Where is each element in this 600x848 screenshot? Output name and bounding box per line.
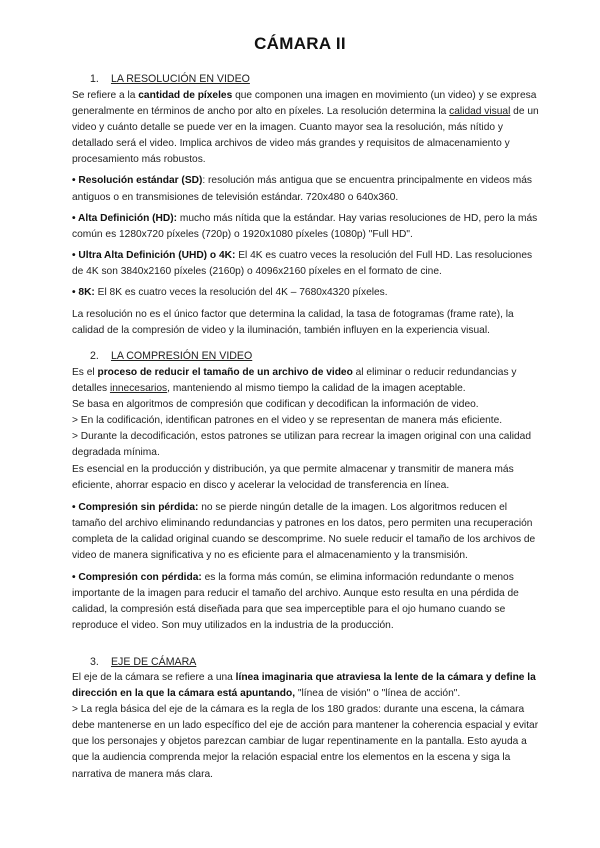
section-3-heading <box>90 656 196 668</box>
keyword: línea imaginaria que atraviesa la lente de la cámara y define la dirección en la que la cámara está apuntando, <box>72 672 536 700</box>
bullet-uhd: • Ultra Alta Definición (UHD) o 4K: El 4K es cuatro veces la resolución del Full HD. Las resoluciones de 4K son 3840x2160 píxeles (2160p) o 4096x2160 píxeles en el formato de cine. <box>72 249 533 277</box>
section-1-title: LA RESOLUCIÓN EN VIDEO <box>110 73 250 85</box>
section-3-intro: El eje de la cámara se refiere a una línea imaginaria que atraviesa la lente de la cámara y define la dirección en la que la cámara está apuntando, "línea de visión" o "línea de acción". <box>72 672 536 700</box>
keyword: cantidad de píxeles <box>138 90 233 101</box>
section-1-intro: Se refiere a la cantidad de píxeles que componen una imagen en movimiento (un video) y se expresa generalmente en términos de ancho por alto en píxeles. La resolución determina la calidad visual de un video y cuánto detalle se puede ver en la imagen. Cuanto mayor sea la resolución, más nítido y detallado será el video. Implica archivos de video más grandes y requisitos de almacenamiento y procesamiento más robustos. <box>72 90 539 166</box>
section-2-title: LA COMPRESIÓN EN VIDEO <box>110 350 253 362</box>
section-3-line: > La regla básica del eje de la cámara es la regla de los 180 grados: durante una escena, la cámara debe mantenerse en un lado específico del eje de acción para mantener la coherencia espacial y evitar que los personajes y objetos parezcan cambiar de lugar repentinamente en la pantalla. Esto ayuda a que la audiencia comprenda mejor la relación espacial entre los elementos en la escena y siga la narrativa de manera más clara. <box>72 704 539 780</box>
section-1-body <box>72 88 542 339</box>
bullet-lossy: • Compresión con pérdida: es la forma más común, se elimina información redundante o menos importante de la imagen para reducir el tamaño del archivo. Aunque esto resulta en una pérdida de calidad, la compresión está diseñada para que sea imperceptible para el ojo humano cuando se reproduce el video. Son muy utilizados en la industria de la producción. <box>72 572 519 632</box>
section-2-line: Es esencial en la producción y distribución, ya que permite almacenar y transmitir de manera más eficiente, ahorrar espacio en disco y acelerar la velocidad de transferencia en línea. <box>72 463 514 491</box>
keyword: proceso de reducir el tamaño de un archivo de video <box>97 367 353 378</box>
bullet-sd: • Resolución estándar (SD): resolución más antigua que se encuentra principalmente en videos más antiguos o en transmisiones de televisión estándar. 720x480 o 640x360. <box>72 175 532 203</box>
section-3-number: 3. <box>90 656 99 668</box>
section-2-line: Se basa en algoritmos de compresión que codifican y decodifican la información de video. <box>72 399 479 411</box>
section-2-line: > Durante la decodificación, estos patrones se utilizan para recrear la imagen original con una calidad degradada mínima. <box>72 431 531 459</box>
bullet-lossless: • Compresión sin pérdida: no se pierde ningún detalle de la imagen. Los algoritmos reducen el tamaño del archivo eliminando redundancias y patrones en los datos, pero permiten una recuperación completa de la calidad original cuando se descomprime. No suele reducir el tamaño de los archivos de video de manera significativa y no es eficiente para el almacenamiento y la transmisión. <box>72 501 536 562</box>
section-3-title: EJE DE CÁMARA <box>110 656 197 668</box>
underlined-term: calidad visual <box>449 106 511 118</box>
section-3-body <box>72 670 542 783</box>
section-1-heading <box>90 73 250 85</box>
section-2-number: 2. <box>90 350 99 362</box>
section-2-heading <box>90 350 252 362</box>
underlined-term: innecesarios <box>109 383 168 395</box>
section-2-body <box>72 365 542 635</box>
section-1-number: 1. <box>90 73 99 85</box>
bullet-8k: • 8K: El 8K es cuatro veces la resolución del 4K – 7680x4320 píxeles. <box>72 287 388 299</box>
section-2-line: > En la codificación, identifican patrones en el video y se representan de manera más eficiente. <box>72 415 503 427</box>
page-title: CÁMARA II <box>254 34 346 53</box>
bullet-hd: • Alta Definición (HD): mucho más nítida que la estándar. Hay varias resoluciones de HD, pero la más común es 1280x720 píxeles (720p) o 1920x1080 píxeles (1080p) "Full HD". <box>72 212 538 240</box>
section-2-intro: Es el proceso de reducir el tamaño de un archivo de video al eliminar o reducir redundancias y detalles innecesarios, manteniendo al mismo tiempo la calidad de la imagen aceptable. <box>72 367 517 395</box>
section-1-closing: La resolución no es el único factor que determina la calidad, la tasa de fotogramas (frame rate), la calidad de la compresión de video y la iluminación, también influyen en la experiencia visual. <box>72 309 514 337</box>
